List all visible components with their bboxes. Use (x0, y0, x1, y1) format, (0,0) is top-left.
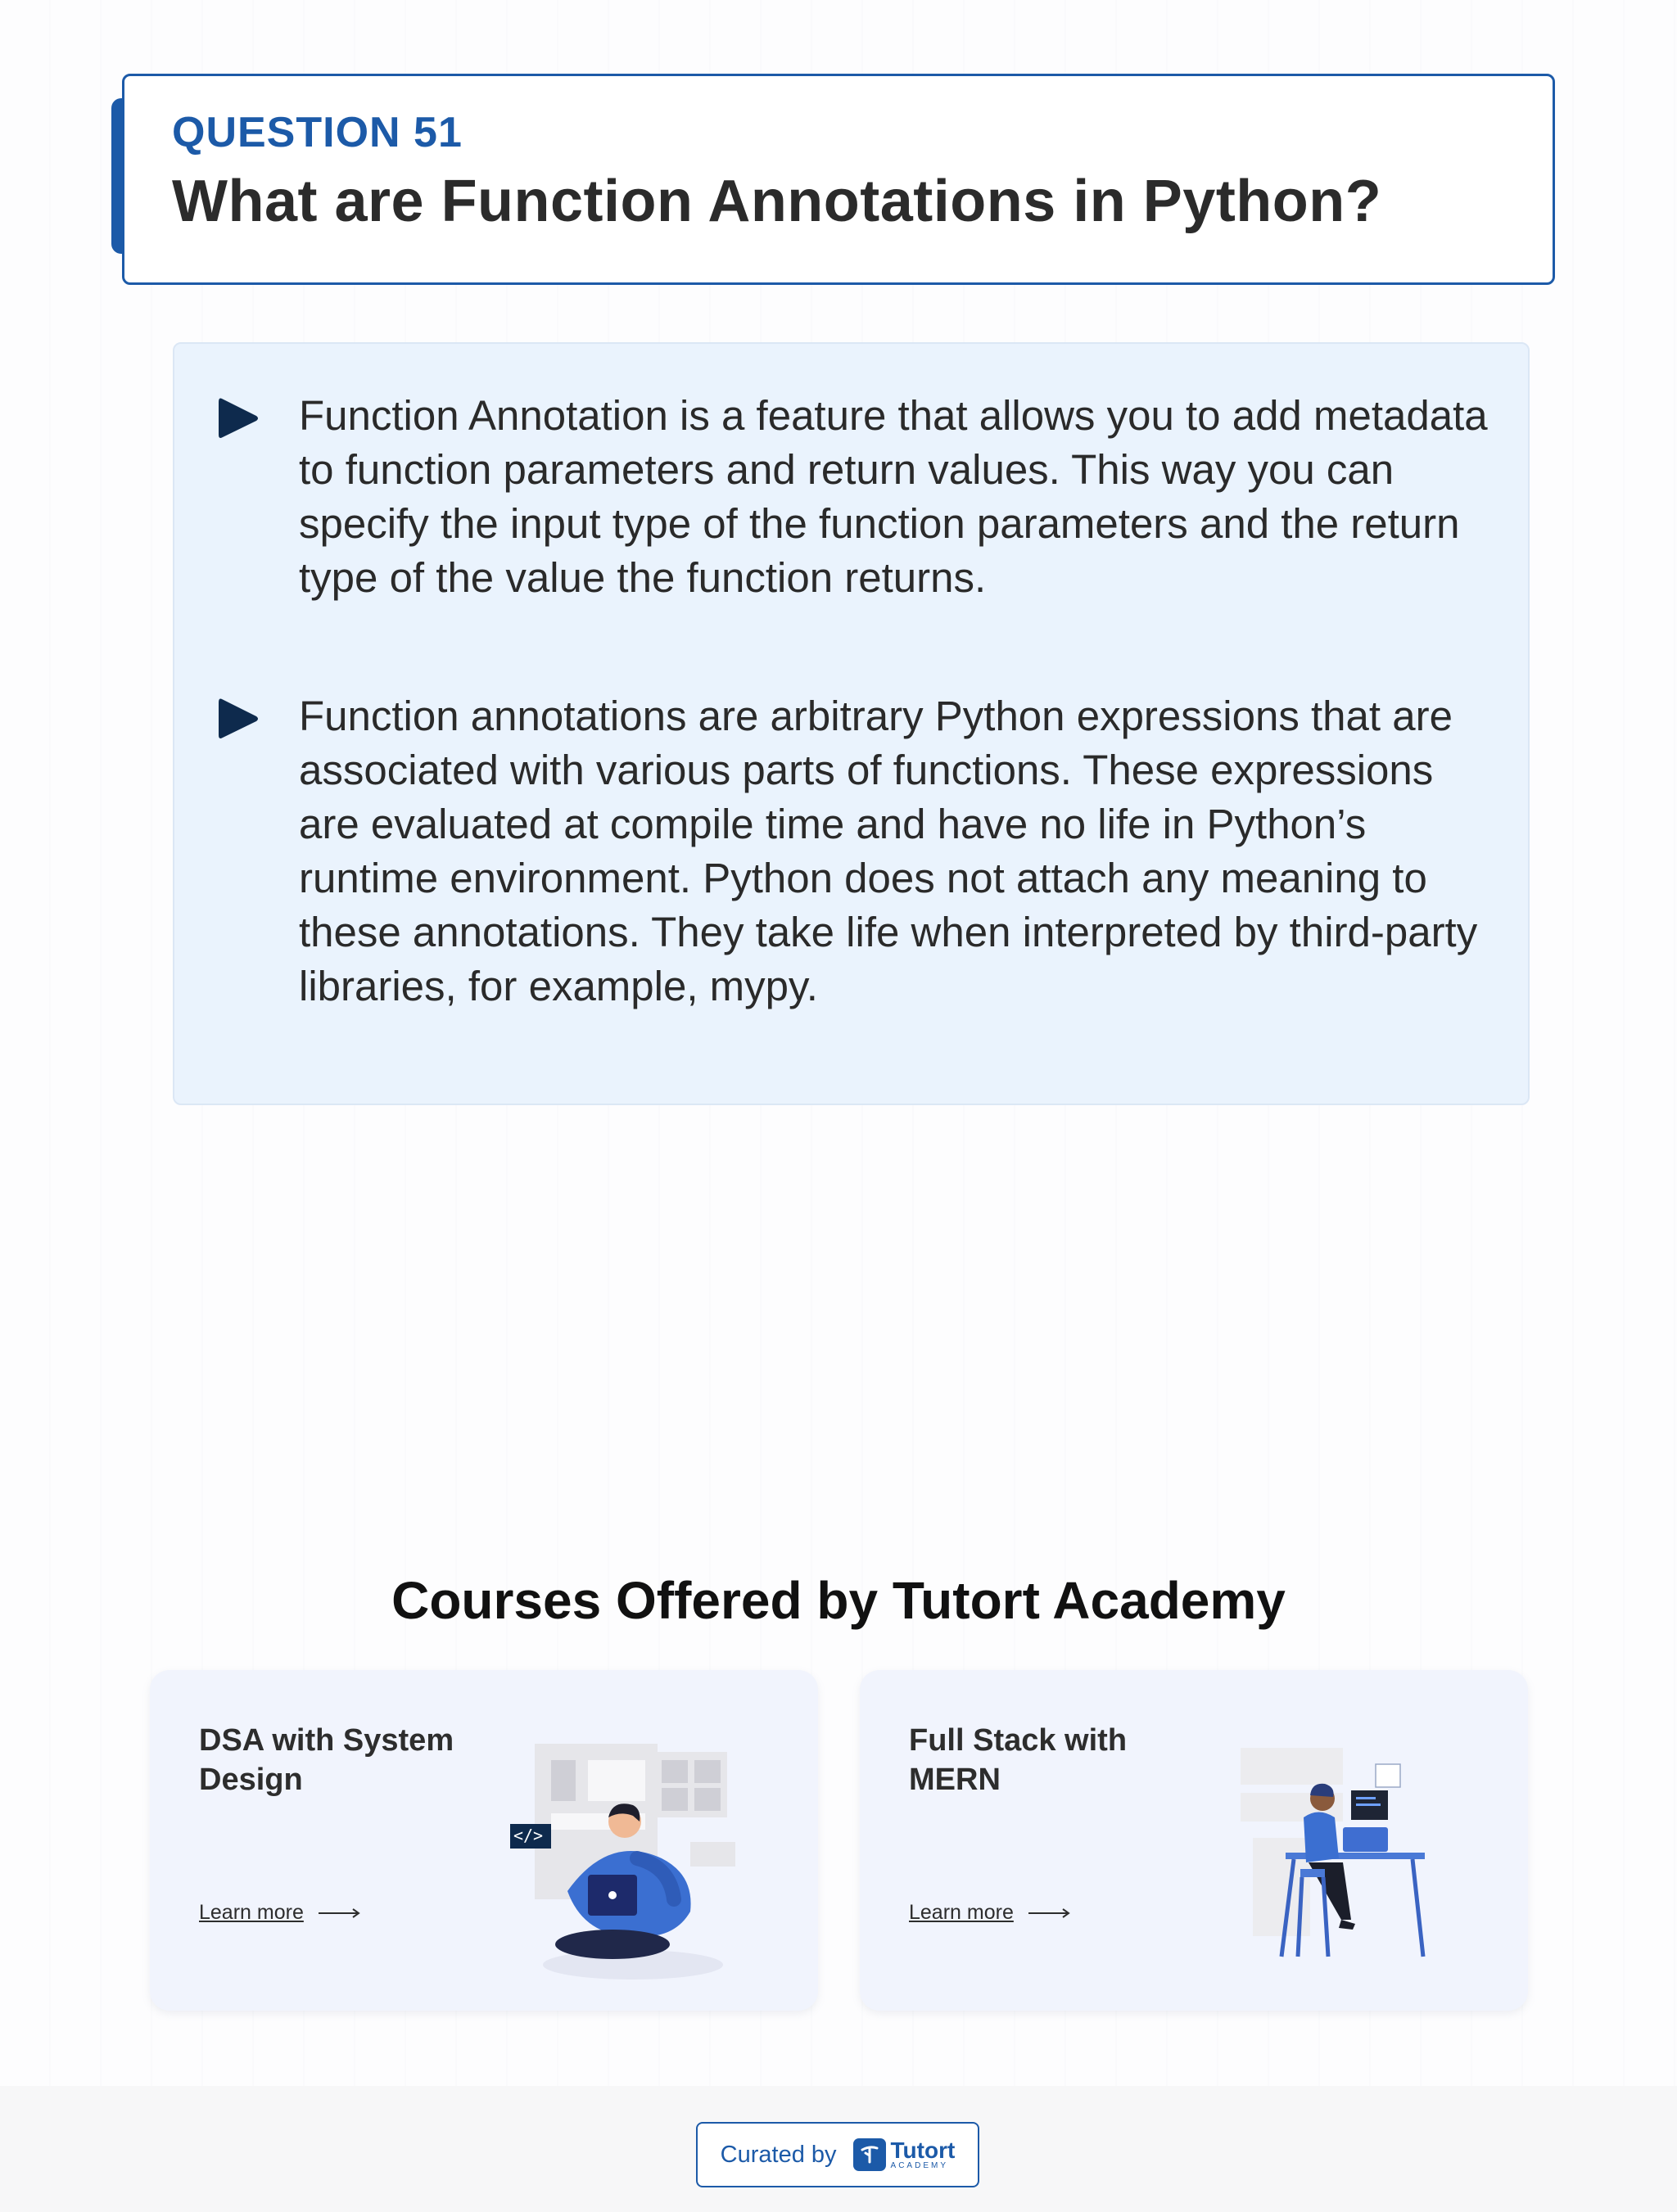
question-title: What are Function Annotations in Python? (172, 169, 1382, 234)
learn-more-label: Learn more (199, 1901, 304, 1924)
course-card-mern[interactable] (860, 1670, 1528, 2011)
course-card-dsa[interactable] (150, 1670, 818, 2011)
arrow-right-icon (319, 1908, 361, 1918)
courses-heading: Courses Offered by Tutort Academy (391, 1571, 1286, 1630)
course-title: Full Stack with MERN (909, 1723, 1128, 1797)
answer-point-1: Function Annotation is a feature that allows you to add metadata to function parameters and return values. This way you can specify the input type of the function parameters and the return type of the value the function returns. (299, 392, 1488, 601)
curated-label: Curated by (720, 2141, 837, 2168)
brand-sub: ACADEMY (890, 2161, 948, 2170)
tutort-logo-icon (853, 2138, 886, 2171)
answer-point-2: Function annotations are arbitrary Python expressions that are associated with various parts of functions. These expressions are evaluated at compile time and have no life in Python’s runtime environment. Python does not attach any meaning to these annotations. They take life when interpreted by third-party libraries, for example, mypy. (299, 693, 1478, 1009)
learn-more-label: Learn more (909, 1901, 1014, 1924)
developer-desk-illustration (1236, 1748, 1433, 1969)
course-title: DSA with System Design (199, 1723, 454, 1797)
play-bullet-icon (217, 696, 260, 742)
learn-more-link[interactable] (199, 1901, 361, 1925)
play-bullet-icon (217, 395, 260, 441)
question-number: QUESTION 51 (172, 109, 463, 156)
brand-name: Tutort (890, 2138, 956, 2163)
tutort-logo (853, 2138, 956, 2171)
learn-more-link[interactable] (909, 1901, 1071, 1925)
curated-by-badge[interactable] (696, 2122, 979, 2187)
arrow-right-icon (1028, 1908, 1071, 1918)
answer-box (173, 342, 1530, 1105)
code-tag-text: </> (513, 1826, 544, 1845)
developer-laptop-illustration (510, 1736, 756, 1981)
